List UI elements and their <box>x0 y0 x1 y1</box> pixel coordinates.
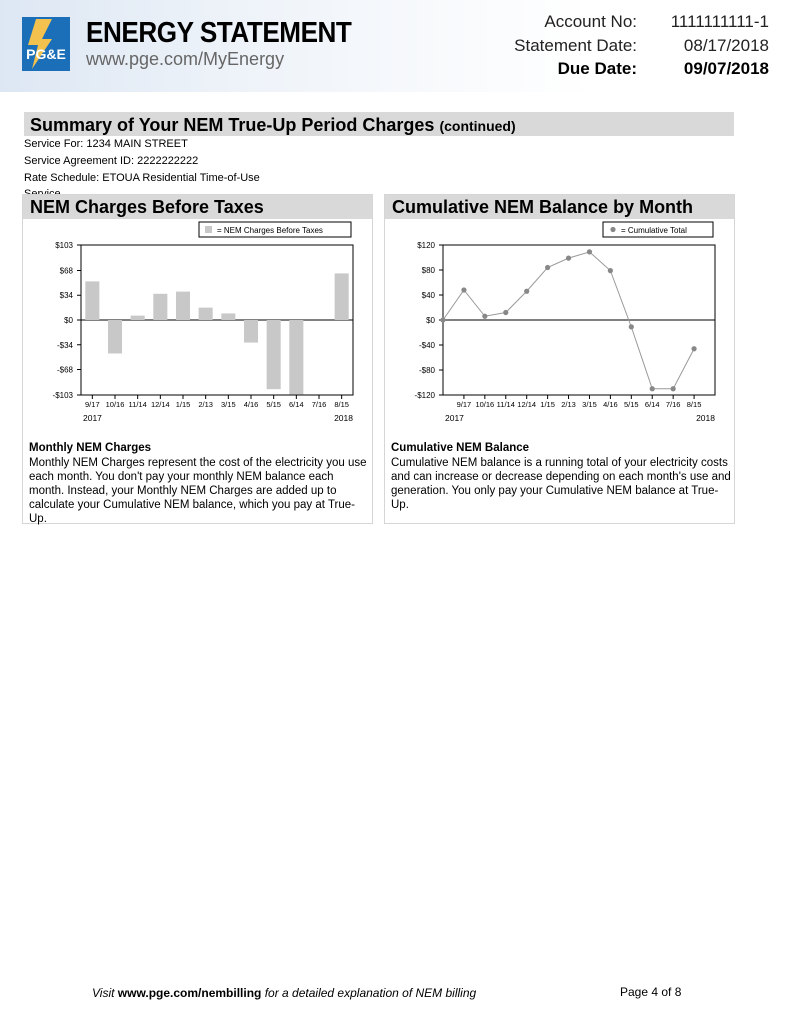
legend-label: = Cumulative Total <box>621 226 687 235</box>
point-4-16 <box>608 268 613 273</box>
x-tick-label: 6/14 <box>289 400 304 409</box>
legend-label: = NEM Charges Before Taxes <box>217 226 323 235</box>
point-11-14 <box>503 310 508 315</box>
year-label-start: 2017 <box>445 413 464 423</box>
section-title-text: Summary of Your NEM True-Up Period Charges <box>30 115 435 135</box>
point-5-15 <box>629 324 634 329</box>
point-6-14 <box>650 386 655 391</box>
x-tick-label: 5/15 <box>266 400 281 409</box>
y-tick-label: -$68 <box>56 365 73 375</box>
x-tick-label: 4/16 <box>243 400 259 409</box>
x-tick-label: 1/15 <box>175 400 191 409</box>
x-tick-label: 2/13 <box>198 400 213 409</box>
point-3-15 <box>587 249 592 254</box>
bar-11-14 <box>131 316 145 320</box>
statement-title: ENERGY STATEMENT <box>86 17 352 49</box>
account-label: Account No: <box>544 12 637 31</box>
statement-header <box>0 0 791 92</box>
x-tick-label: 12/14 <box>517 400 537 409</box>
x-tick-label: 12/14 <box>150 400 170 409</box>
statement-date-row <box>507 36 769 56</box>
bar-2-13 <box>199 308 213 320</box>
account-row <box>507 12 769 32</box>
section-title <box>24 112 734 136</box>
footer-note <box>92 986 476 1000</box>
nem-charges-panel <box>22 194 373 524</box>
year-label-end: 2018 <box>334 413 353 423</box>
nem-charges-title: NEM Charges Before Taxes <box>23 195 372 219</box>
x-tick-label: 10/16 <box>475 400 495 409</box>
bar-1-15 <box>176 292 190 320</box>
rate-schedule: Rate Schedule: ETOUA Residential Time-of-Use <box>24 172 260 184</box>
y-tick-label: $120 <box>417 241 435 250</box>
y-tick-label: -$103 <box>52 391 73 400</box>
x-tick-label: 5/15 <box>624 400 639 409</box>
bar-4-16 <box>244 320 258 343</box>
y-tick-label: $0 <box>64 316 73 325</box>
x-tick-label: 11/14 <box>128 400 147 409</box>
due-date-row <box>507 59 769 79</box>
x-tick-label: 11/14 <box>496 400 515 409</box>
y-tick-label: $34 <box>59 291 73 301</box>
footer-post: for a detailed explanation of NEM billing <box>261 986 477 1000</box>
y-tick-label: -$34 <box>56 340 73 350</box>
statement-date-label: Statement Date: <box>514 36 637 55</box>
nem-charges-chart <box>23 219 372 434</box>
account-value: 1111111111-1 <box>670 12 769 31</box>
point-12-14 <box>524 289 529 294</box>
bar-8-15 <box>335 273 349 320</box>
bar-5-15 <box>267 320 281 389</box>
year-label-start: 2017 <box>83 413 102 423</box>
point-2-13 <box>566 256 571 261</box>
y-tick-label: -$40 <box>418 341 435 350</box>
section-subtitle: (continued) <box>439 118 516 134</box>
point-9-17 <box>461 287 466 292</box>
footer-link[interactable]: www.pge.com/nembilling <box>117 986 262 1000</box>
footer-pre: Visit <box>92 986 118 1000</box>
bar-6-14 <box>289 320 303 394</box>
cumulative-nem-description: Cumulative NEM balance is a running total of your electricity costs and can increase or decrease depending on each month's use and generation. You only pay your Cumulative NEM balance at True-Up. <box>391 457 731 511</box>
bar-3-15 <box>221 313 235 320</box>
x-tick-label: 7/16 <box>311 400 327 409</box>
page-number: Page 4 of 8 <box>620 985 682 999</box>
statement-url[interactable]: www.pge.com/MyEnergy <box>86 49 285 69</box>
x-tick-label: 9/17 <box>85 400 100 409</box>
bar-10-16 <box>108 320 122 353</box>
legend-swatch <box>610 227 615 232</box>
cumulative-nem-heading: Cumulative NEM Balance <box>391 442 530 454</box>
service-for: Service For: 1234 MAIN STREET <box>24 138 188 150</box>
x-tick-label: 7/16 <box>665 400 681 409</box>
cumulative-balance-title: Cumulative NEM Balance by Month <box>385 195 734 219</box>
y-tick-label: -$80 <box>418 366 435 375</box>
cumulative-balance-panel <box>384 194 735 524</box>
x-tick-label: 9/17 <box>456 400 472 409</box>
x-tick-label: 6/14 <box>644 400 660 409</box>
y-tick-label: -$120 <box>414 391 435 400</box>
x-tick-label: 1/15 <box>540 400 555 409</box>
legend-swatch <box>205 226 212 233</box>
y-tick-label: $80 <box>421 266 435 275</box>
x-tick-label: 10/16 <box>105 400 125 409</box>
service-agreement-id: Service Agreement ID: 2222222222 <box>24 155 199 167</box>
year-label-end: 2018 <box>696 413 715 423</box>
point-8-15 <box>691 346 696 351</box>
due-date-value: 09/07/2018 <box>683 59 769 78</box>
point-start <box>440 317 445 322</box>
x-tick-label: 8/15 <box>334 400 349 409</box>
bar-9-17 <box>85 281 99 320</box>
statement-date-value: 08/17/2018 <box>683 36 769 55</box>
point-7-16 <box>671 386 676 391</box>
x-tick-label: 8/15 <box>686 400 702 409</box>
due-date-label: Due Date: <box>557 59 637 78</box>
x-tick-label: 4/16 <box>603 400 618 409</box>
cumulative-balance-chart <box>385 219 734 434</box>
x-tick-label: 3/15 <box>582 400 597 409</box>
y-tick-label: $103 <box>55 241 73 250</box>
y-tick-label: $0 <box>426 316 435 325</box>
logo-text: PG&E <box>26 46 66 62</box>
monthly-nem-heading: Monthly NEM Charges <box>29 442 152 454</box>
bar-12-14 <box>153 294 167 320</box>
x-tick-label: 2/13 <box>561 400 576 409</box>
monthly-nem-description: Monthly NEM Charges represent the cost of the electricity you use each month. You don't pay your monthly NEM balance each month. Instead, your Monthly NEM Charges are added up to calculate your Cumulative NEM balance, which you pay at True-Up. <box>29 457 367 525</box>
pge-logo-icon <box>22 17 70 71</box>
x-tick-label: 3/15 <box>221 400 236 409</box>
y-tick-label: $68 <box>59 266 73 276</box>
y-tick-label: $40 <box>421 291 435 300</box>
point-10-16 <box>482 314 487 319</box>
point-1-15 <box>545 265 550 270</box>
